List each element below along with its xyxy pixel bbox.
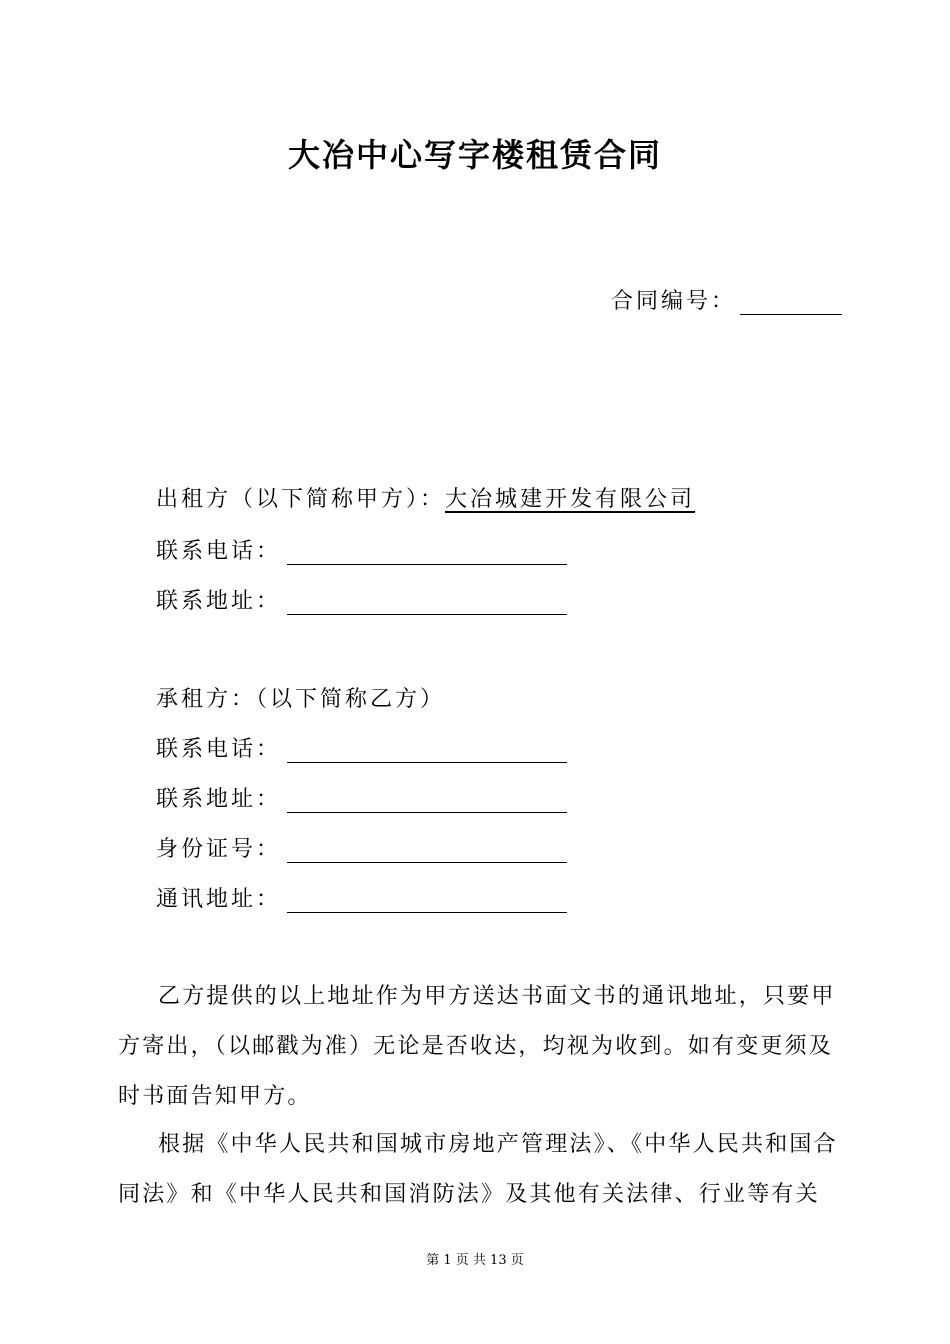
lessee-phone-row [156, 732, 567, 763]
lessee-id-label: 身份证号： [156, 837, 282, 862]
contract-number-label: 合同编号： [610, 289, 736, 314]
lessor-phone-label: 联系电话： [156, 539, 282, 564]
lessee-mail-address-label: 通讯地址： [156, 887, 282, 912]
lessee-phone-blank [287, 738, 567, 763]
lessee-row [156, 682, 445, 713]
lessee-phone-label: 联系电话： [156, 737, 282, 762]
contract-number-blank [740, 290, 842, 315]
paragraph-text: 根据《中华人民共和国城市房地产管理法》、《中华人民共和国合同法》和《中华人民共和国消防法》及其他有关法律、行业等有关 [118, 1132, 838, 1207]
lessor-address-row [156, 584, 567, 615]
lessor-row [156, 482, 707, 513]
lessor-phone-blank [287, 540, 567, 565]
contract-number-row [611, 284, 842, 315]
lessor-phone-row [156, 534, 567, 565]
paragraph-address-notice [118, 972, 848, 1122]
lessor-label: 出租方（以下简称甲方）： [156, 487, 446, 512]
lessee-address-blank [287, 788, 567, 813]
paragraph-text: 乙方提供的以上地址作为甲方送达书面文书的通讯地址，只要甲方寄出，（以邮戳为准）无论是否收达，均视为收到。如有变更须及时书面告知甲方。 [118, 984, 836, 1109]
lessee-address-label: 联系地址： [156, 787, 282, 812]
page-footer: 第 1 页 共 13 页 [426, 1253, 524, 1268]
paragraph-legal-basis [118, 1120, 848, 1220]
lessee-id-blank [287, 838, 567, 863]
lessee-mail-address-row [156, 882, 567, 913]
lessee-mail-address-blank [287, 888, 567, 913]
lessee-id-row [156, 832, 567, 863]
lessor-address-blank [287, 590, 567, 615]
lessee-label: 承租方：（以下简称乙方） [156, 687, 446, 712]
lessor-name: 大冶城建开发有限公司 [445, 487, 696, 512]
lessee-address-row [156, 782, 567, 813]
document-title: 大冶中心写字楼租赁合同 [287, 136, 662, 174]
lessor-address-label: 联系地址： [156, 589, 282, 614]
